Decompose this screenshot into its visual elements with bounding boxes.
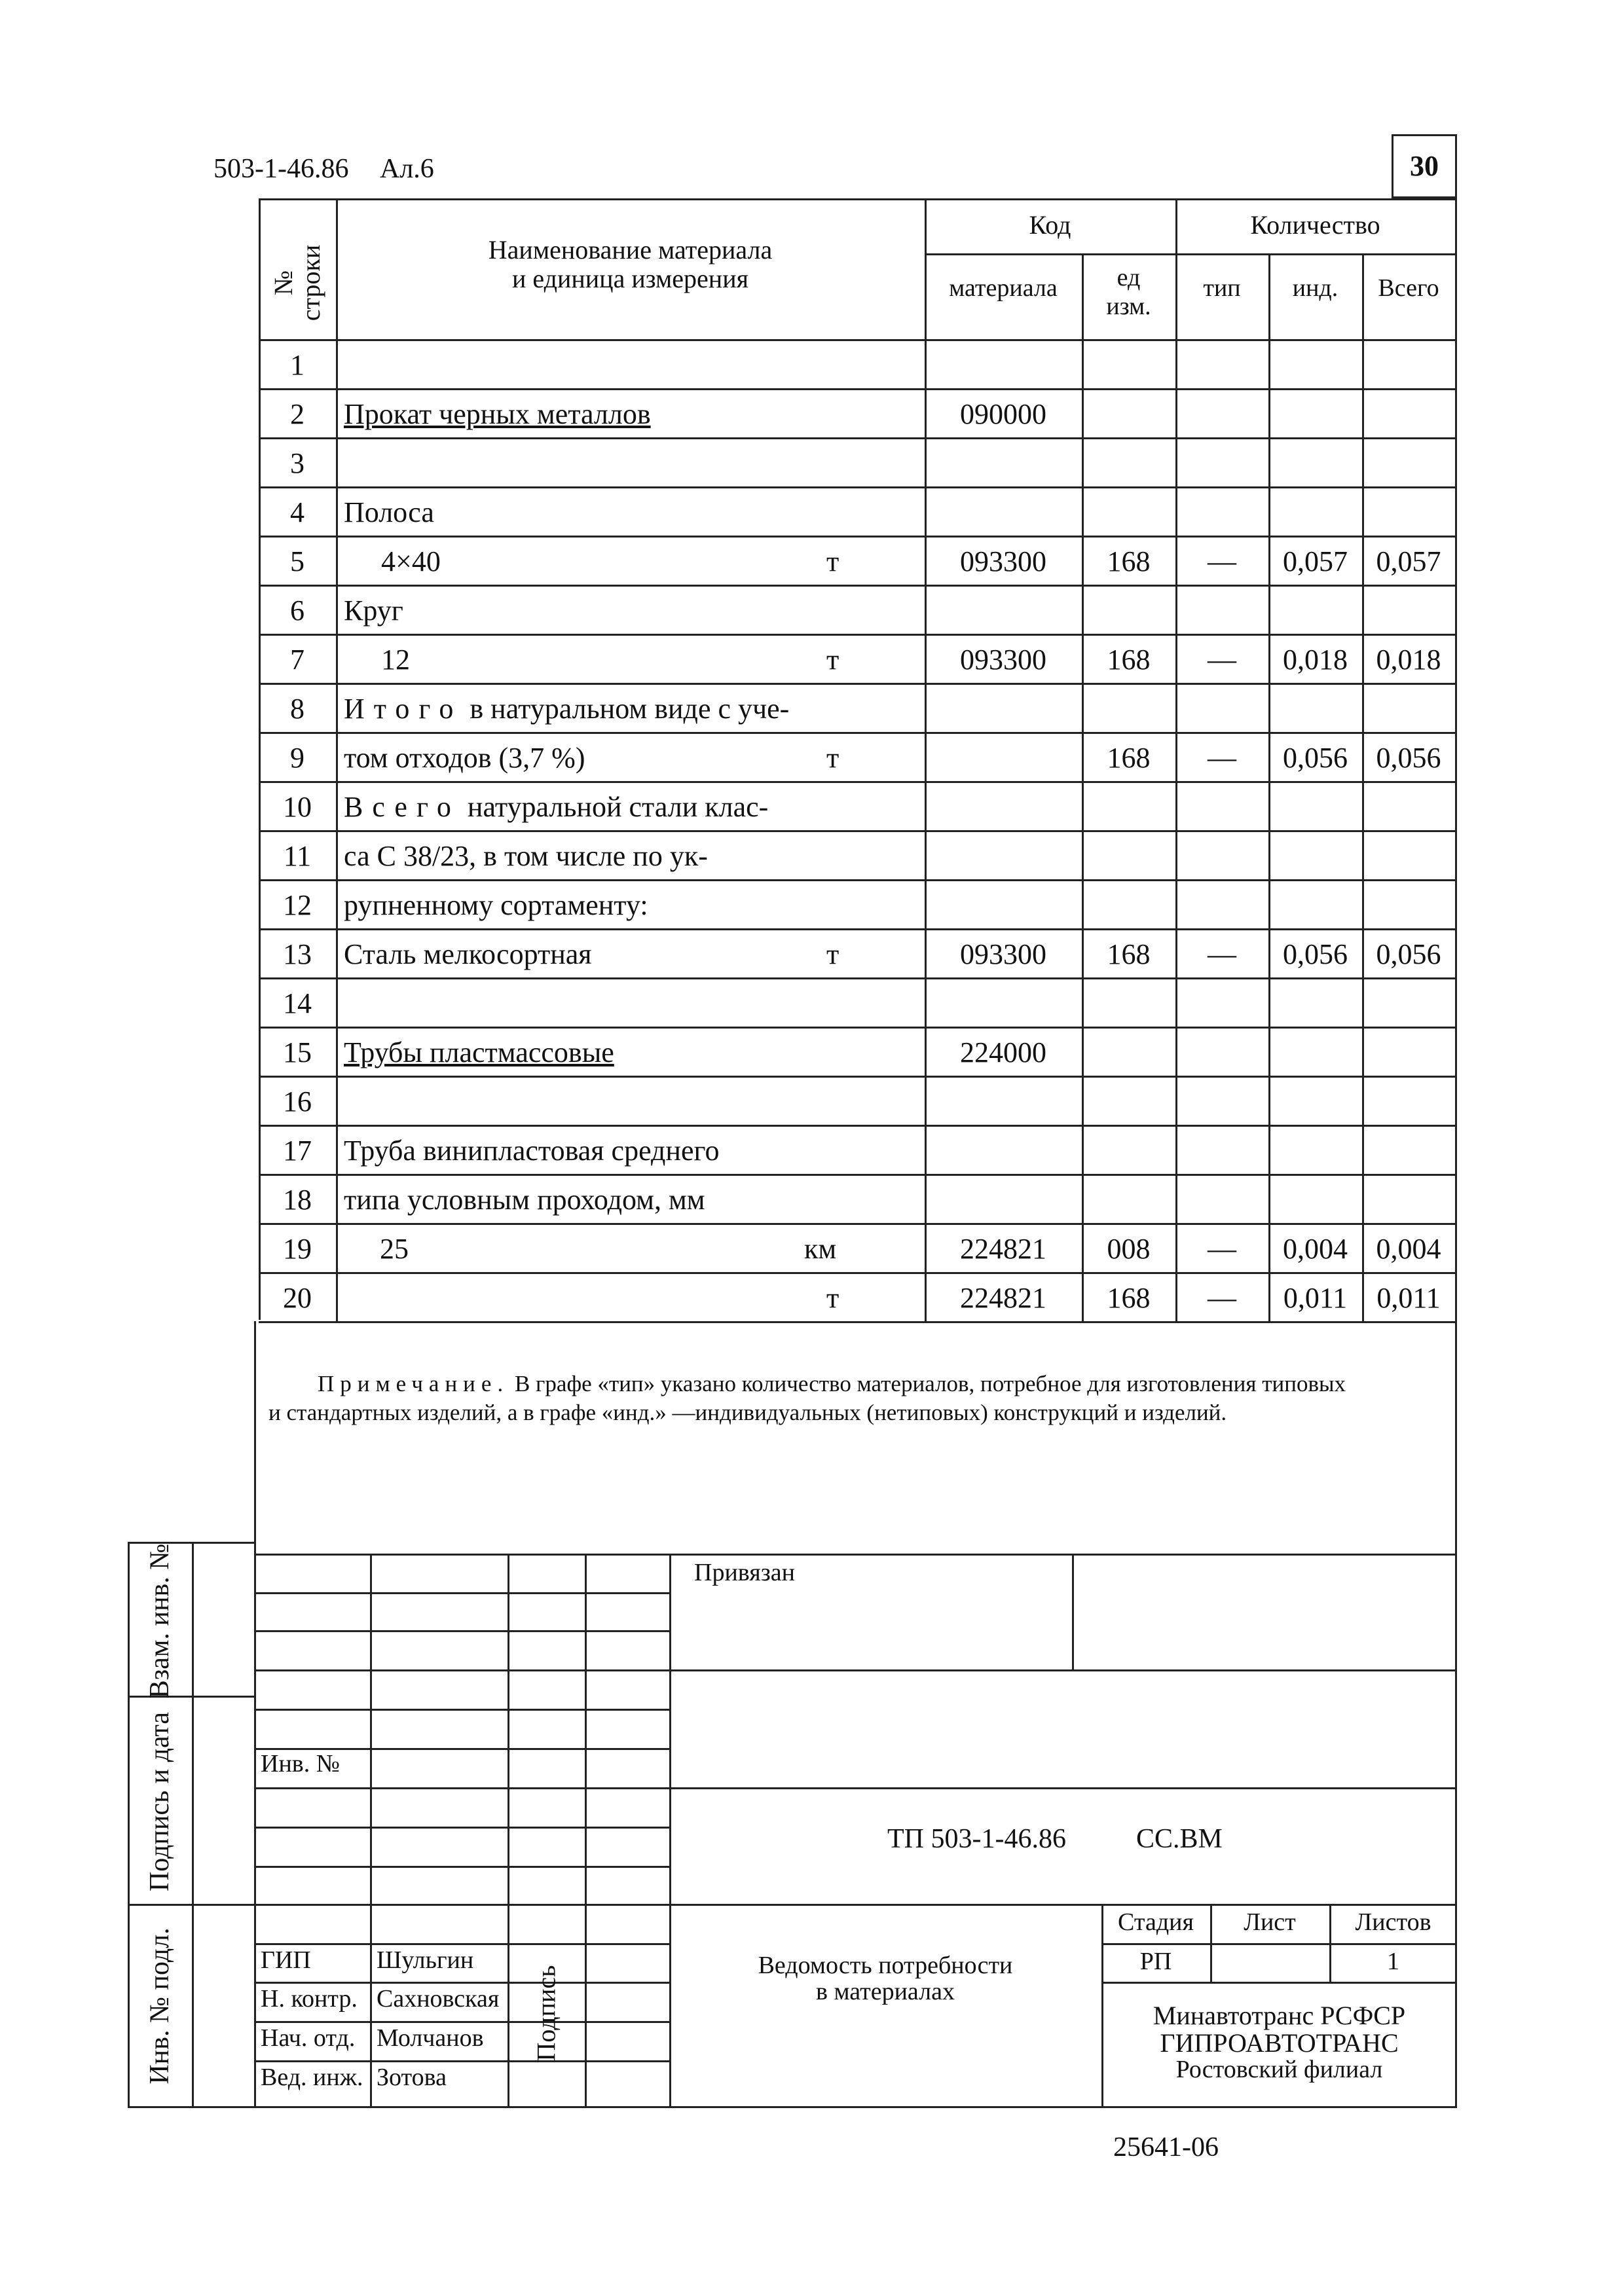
- qty-tip: —: [1208, 938, 1236, 970]
- header-col-line: [1362, 253, 1364, 1322]
- stamp-row: [254, 1592, 669, 1594]
- table-border-top: [259, 198, 1457, 200]
- row-line: [259, 388, 1457, 390]
- note-label: Примечание.: [318, 1371, 509, 1396]
- unit-label: т: [826, 545, 840, 577]
- stamp-col: [1072, 1554, 1074, 1669]
- unit-code: 168: [1107, 545, 1151, 577]
- row-number: 9: [290, 742, 304, 774]
- row-number: 17: [283, 1135, 312, 1167]
- org-line3: Ростовский филиал: [1175, 2056, 1383, 2083]
- spaced-word: Итого: [344, 693, 463, 725]
- stamp-bottom: [128, 2106, 1457, 2108]
- row-number: 5: [290, 545, 304, 577]
- stamp-row: [254, 1709, 669, 1711]
- unit-label: т: [826, 742, 840, 774]
- row-number: 11: [283, 840, 312, 872]
- row-line: [259, 1272, 1457, 1274]
- qty-tip: —: [1208, 644, 1236, 676]
- row-number: 8: [290, 693, 304, 725]
- side-label-podpis: Подпись и дата: [145, 1711, 175, 1892]
- material-name: са С 38/23, в том числе по ук-: [344, 840, 708, 872]
- material-name: 25: [380, 1233, 409, 1265]
- sheets-label: Листов: [1355, 1908, 1431, 1936]
- material-name: типа условным проходом, мм: [344, 1184, 705, 1216]
- stamp-row: [254, 1943, 669, 1945]
- side-strip-mid: [192, 1542, 194, 2108]
- header-name: Наименование материала: [488, 235, 773, 264]
- qty-tip: —: [1208, 742, 1236, 774]
- note-line1: [318, 1370, 1346, 1398]
- sheets-value: 1: [1387, 1948, 1399, 1975]
- doc-designation: ТП 503-1-46.86: [887, 1824, 1066, 1854]
- header-name-line2: и единица измерения: [511, 264, 749, 293]
- doc-mark: СС.ВМ: [1136, 1824, 1223, 1854]
- qty-ind: 0,057: [1283, 545, 1348, 577]
- row-line: [259, 486, 1457, 488]
- unit-label: т: [826, 1282, 840, 1314]
- row-line: [259, 1125, 1457, 1127]
- name-shulgin: Шульгин: [377, 1946, 474, 1974]
- qty-tip: —: [1208, 545, 1236, 577]
- header-qty-group: Количество: [1250, 210, 1380, 240]
- row-line: [259, 634, 1457, 636]
- qty-tip: —: [1208, 1282, 1236, 1314]
- row-line: [259, 928, 1457, 930]
- page-number: 30: [1410, 150, 1439, 182]
- header-unit-code-b: изм.: [1106, 293, 1151, 320]
- header-material-code: материала: [949, 274, 1058, 302]
- stamp-row: [254, 1866, 669, 1868]
- material-name: Сталь мелкосортная: [344, 938, 592, 970]
- side-label-inv: Инв. № подл.: [145, 1927, 175, 2085]
- note-line2: и стандартных изделий, а в графе «инд.» —индивидуальных (нетиповых) конструкций и изделий.: [268, 1400, 1227, 1425]
- unit-code: 008: [1107, 1233, 1151, 1265]
- side-strip-left: [128, 1542, 130, 2108]
- role-gip: ГИП: [261, 1946, 311, 1974]
- header-tip: тип: [1203, 274, 1241, 302]
- stamp-row: [254, 1630, 669, 1632]
- material-name: Полоса: [344, 496, 434, 528]
- stamp-col: [669, 1554, 671, 2106]
- signature-column-label: Подпись: [531, 1965, 561, 2062]
- row-line: [259, 1076, 1457, 1078]
- inv-no-label: Инв. №: [261, 1750, 340, 1777]
- stamp-row: [254, 2021, 669, 2023]
- material-code: 224000: [960, 1036, 1046, 1068]
- sheet-title-line1: Ведомость потребности: [758, 1952, 1013, 1979]
- material-name: 12: [381, 644, 410, 676]
- row-line: [259, 1321, 1457, 1323]
- material-name: Прокат черных металлов: [344, 398, 651, 430]
- header-col-line: [336, 198, 338, 1322]
- stamp-row: [254, 1669, 1457, 1671]
- row-line: [259, 781, 1457, 783]
- row-line: [259, 1223, 1457, 1225]
- qty-ind: 0,056: [1283, 938, 1348, 970]
- row-number: 15: [283, 1036, 312, 1068]
- archive-number: 25641-06: [1113, 2132, 1219, 2162]
- material-name: [344, 790, 768, 824]
- unit-code: 168: [1107, 742, 1151, 774]
- row-number: 3: [290, 447, 304, 479]
- note-border-left: [254, 1321, 256, 2107]
- sheet-label: Лист: [1244, 1908, 1296, 1936]
- unit-label: т: [826, 644, 840, 676]
- qty-total: 0,056: [1376, 742, 1441, 774]
- row-line: [259, 683, 1457, 685]
- header-unit-code-a: ед: [1116, 264, 1141, 291]
- spaced-word: Всего: [344, 791, 460, 823]
- unit-code: 168: [1107, 938, 1151, 970]
- qty-total: 0,056: [1376, 938, 1441, 970]
- side-label-vzam: Взам. инв. №: [145, 1543, 175, 1699]
- qty-total: 0,011: [1376, 1282, 1441, 1314]
- material-name-rest: в натуральном виде с уче-: [462, 693, 790, 725]
- row-number: 16: [283, 1085, 312, 1118]
- row-line: [259, 585, 1457, 587]
- header-col-line: [1082, 253, 1084, 1322]
- stamp-col: [507, 1554, 509, 2106]
- header-ind: инд.: [1292, 274, 1338, 302]
- material-name: том отходов (3,7 %): [344, 742, 585, 774]
- qty-ind: 0,018: [1283, 644, 1348, 676]
- header-total: Всего: [1378, 274, 1439, 302]
- row-number: 2: [290, 398, 304, 430]
- role-n-kontr: Н. контр.: [261, 1985, 358, 2013]
- row-number: 14: [283, 987, 312, 1019]
- material-code: 224821: [960, 1233, 1046, 1265]
- row-line: [259, 977, 1457, 979]
- row-line: [259, 732, 1457, 734]
- name-sakhnovskaya: Сахновская: [377, 1985, 500, 2013]
- row-line: [259, 1174, 1457, 1176]
- unit-label: т: [826, 938, 840, 970]
- org-line2: ГИПРОАВТОТРАНС: [1160, 2028, 1399, 2058]
- stamp-row: [254, 1787, 1457, 1789]
- org-line1: Минавтотранс РСФСР: [1153, 2001, 1406, 2030]
- unit-label: км: [804, 1233, 837, 1265]
- qty-ind: 0,004: [1283, 1233, 1348, 1265]
- material-code: 090000: [960, 398, 1046, 430]
- row-line: [259, 879, 1457, 881]
- stamp-col: [585, 1554, 587, 2106]
- qty-total: 0,057: [1376, 545, 1441, 577]
- privyazan-label: Привязан: [694, 1559, 795, 1586]
- header-col-line: [1268, 253, 1270, 1322]
- row-line: [259, 830, 1457, 832]
- material-code: 093300: [960, 938, 1046, 970]
- material-code: 093300: [960, 545, 1046, 577]
- unit-code: 168: [1107, 1282, 1151, 1314]
- material-code: 093300: [960, 644, 1046, 676]
- stamp-row: [254, 1982, 669, 1984]
- header-col-line: [925, 198, 927, 1322]
- row-line: [259, 437, 1457, 439]
- stage-row: [1101, 1943, 1457, 1945]
- stage-row: [1101, 1982, 1457, 1984]
- row-number: 6: [290, 594, 304, 627]
- row-line: [259, 1027, 1457, 1029]
- row-number: 10: [283, 791, 312, 823]
- material-code: 224821: [960, 1282, 1046, 1314]
- material-name-rest: натуральной стали клас-: [460, 791, 769, 823]
- name-zotova: Зотова: [377, 2064, 447, 2091]
- stamp-top: [254, 1554, 1457, 1556]
- qty-ind: 0,011: [1283, 1282, 1348, 1314]
- album-label: Ал.6: [380, 154, 434, 184]
- header-subline: [925, 253, 1455, 255]
- stage-value: РП: [1139, 1948, 1172, 1975]
- name-molchanov: Молчанов: [377, 2024, 484, 2052]
- doc-code: 503-1-46.86: [213, 154, 349, 184]
- stage-label: Стадия: [1118, 1908, 1194, 1936]
- row-number: 13: [283, 938, 312, 970]
- unit-code: 168: [1107, 644, 1151, 676]
- material-name: рупненному сортаменту:: [344, 889, 648, 921]
- qty-total: 0,004: [1376, 1233, 1441, 1265]
- header-row-no: № строки: [268, 244, 325, 321]
- role-ved-inzh: Вед. инж.: [261, 2064, 363, 2091]
- row-line: [259, 536, 1457, 538]
- header-code-group: Код: [1029, 210, 1071, 240]
- role-nach-otd: Нач. отд.: [261, 2024, 356, 2052]
- row-number: 19: [283, 1233, 312, 1265]
- row-number: 1: [290, 349, 304, 381]
- row-number: 20: [283, 1282, 312, 1314]
- material-name: 4×40: [381, 545, 441, 577]
- row-line: [259, 339, 1457, 341]
- stamp-col: [370, 1554, 372, 2106]
- row-number: 7: [290, 644, 304, 676]
- material-name: Труба винипластовая среднего: [344, 1135, 720, 1167]
- note-text-1: В графе «тип» указано количество материалов, потребное для изготовления типовых: [509, 1371, 1346, 1396]
- qty-tip: —: [1208, 1233, 1236, 1265]
- material-name: Круг: [344, 594, 403, 627]
- table-border-right: [1455, 198, 1457, 2106]
- row-number: 4: [290, 496, 304, 528]
- stamp-row: [254, 1904, 1457, 1906]
- row-number: 18: [283, 1184, 312, 1216]
- sheet-title-line2: в материалах: [816, 1978, 955, 2005]
- stamp-row: [254, 2060, 669, 2062]
- stamp-row: [254, 1827, 669, 1829]
- row-number: 12: [283, 889, 312, 921]
- material-name: [344, 692, 789, 725]
- qty-ind: 0,056: [1283, 742, 1348, 774]
- qty-total: 0,018: [1376, 644, 1441, 676]
- material-name: Трубы пластмассовые: [344, 1036, 614, 1068]
